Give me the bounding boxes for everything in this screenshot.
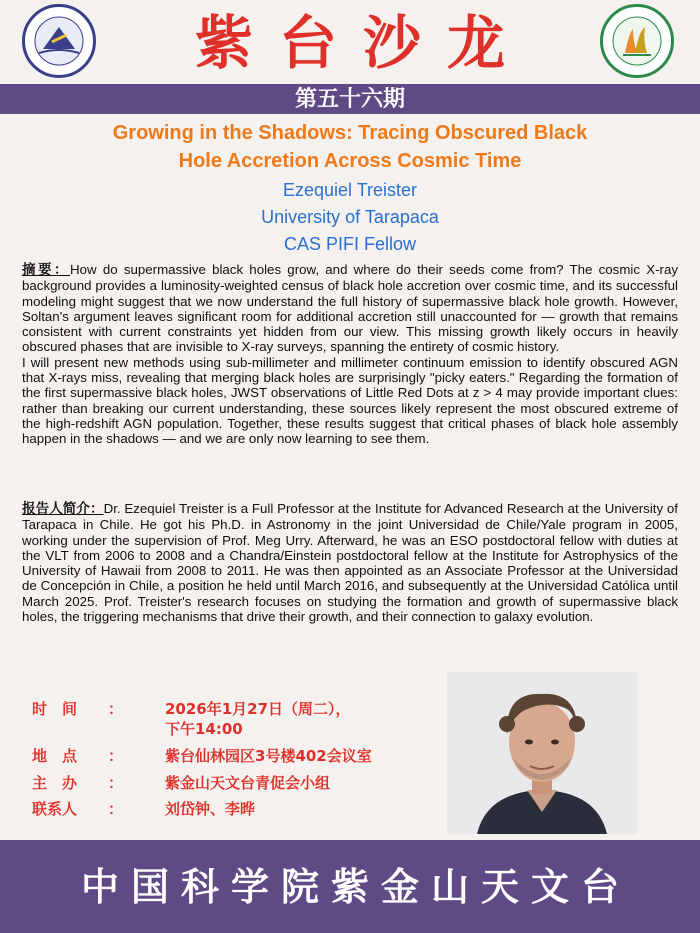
time-label: 时 间 [32, 700, 78, 718]
contact-value: 刘岱钟、李晔 [165, 800, 256, 818]
salon-title: 紫台沙龙 [194, 9, 531, 77]
contact-label: 联系人 [32, 800, 78, 818]
bio-section [22, 501, 678, 624]
abstract-para2: I will present new methods using sub-millimeter and millimeter continuum emission to identify obscured AGN that X-rays miss, revealing that merging black holes are surprisingly "picky eaters." Regarding the formation of the first supermassive black holes, JWST observations of Little Red Dots at z > 4 may provide important clues: rather than breaking our current understanding, these sources likely represent the most obscured extreme of the high-redshift AGN population. Together, these results suggest that critical phases of black hole assembly happen in the shadows — and we are only now learning to see them. [22, 354, 678, 447]
talk-title-line2: Hole Accretion Across Cosmic Time [178, 150, 522, 172]
bio-text: Dr. Ezequiel Treister is a Full Professor at the Institute for Advanced Research at the University of Tarapaca in Chile. He got his Ph.D. in Astronomy in the joint Universidad de Chile/Yale program in 2005, working under the supervision of Prof. Meg Urry. Afterward, he was an ESO postdoctoral fellow with duties at the VLT from 2006 to 2008 and a Chandra/Einstein postdoctoral fellow at the Institute for Astrophysics of the University of Hawaii from 2008 to 2011. He was then appointed as an Associate Professor at the Universidad de Concepción in Chile, a position he held until March 2016, and subsequently at the Universidad Católica until March 2025. Prof. Treister's research focuses on studying the formation and growth of supermassive black holes, the triggering mechanisms that drive their growth, and their connection to galaxy evolution. [22, 501, 678, 625]
place-colon: ： [108, 747, 124, 765]
time-colon: ： [108, 700, 124, 718]
time-date: 2026年1月27日（周二）， [165, 700, 351, 718]
bio-label: 报告人简介： [22, 501, 104, 517]
abstract-para1: How do supermassive black holes grow, and where do their seeds come from? The cosmic X-ray background provides a luminosity-weighted census of black hole accretion over cosmic time, and its successful modeling might suggest that we now understand the full history of supermassive black hole growth. However, Soltan's argument leaves significant room for additional accretion still unaccounted for — growth that remains consistent with current constraints yet hidden from our view. This missing growth likely occurs in heavily obscured phases that are invisible to X-ray surveys, spanning the entirety of cosmic history. [22, 262, 678, 355]
abstract-section [22, 262, 678, 447]
host-value: 紫金山天文台青促会小组 [165, 774, 331, 792]
speaker-affiliation: University of Tarapaca [261, 207, 439, 227]
speaker-photo [447, 672, 637, 834]
abstract-label: 摘要： [22, 262, 71, 278]
issue-number: 第五十六期 [294, 86, 405, 112]
host-label: 主 办 [32, 774, 78, 792]
place-label: 地 点 [32, 747, 78, 765]
place-value: 紫台仙林园区3号楼402会议室 [165, 747, 372, 765]
talk-title [40, 119, 660, 175]
time-hour: 下午14:00 [165, 720, 243, 738]
speaker-fellowship: CAS PIFI Fellow [283, 234, 417, 254]
contact-colon: ： [108, 800, 124, 818]
speaker-portrait-icon [447, 672, 637, 834]
host-colon: ： [108, 774, 124, 792]
footer-institution: 中国科学院紫金山天文台 [80, 864, 631, 909]
talk-title-line1: Growing in the Shadows: Tracing Obscured Black [112, 122, 588, 144]
speaker-name: Ezequiel Treister [282, 180, 418, 200]
